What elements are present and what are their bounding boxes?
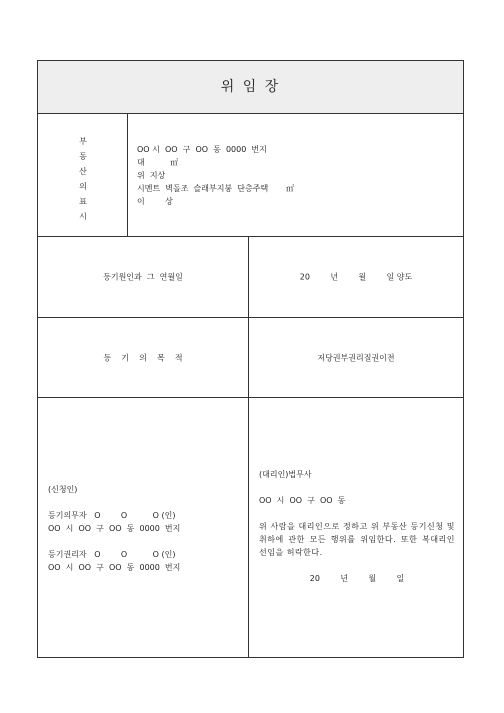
cause-label-cell (38, 237, 249, 317)
real-estate-row (38, 114, 463, 237)
building-line: 시멘트 벽돌조 슬래부지붕 단층주택 ㎡ (137, 184, 294, 193)
delegation-date: 20 년 월 일 (309, 574, 405, 583)
address-line: OO 시 OO 구 OO 동 0000 번지 (137, 145, 267, 154)
cause-value-cell (249, 237, 463, 317)
power-of-attorney-form (37, 60, 464, 658)
ground-line: 위 지상 (137, 171, 166, 180)
cause-row (38, 237, 463, 318)
delegation-statement: 위 사람을 대리인으로 정하고 위 부동산 등기신청 및 취하에 관한 모든 행위를 위임한다. 또한 복대리인 선임을 허락한다. (259, 522, 455, 557)
purpose-label: 등 기 의 목 적 (103, 353, 183, 362)
purpose-row (38, 318, 463, 398)
agent-address: OO 시 OO 구 OO 동 (259, 496, 346, 505)
label-char: 부 (79, 137, 87, 146)
title-row (38, 61, 463, 114)
real-estate-description (137, 143, 294, 208)
real-estate-label (38, 134, 128, 224)
applicant-cell (38, 398, 249, 657)
real-estate-label-cell (38, 114, 128, 236)
obligor-line: 등기의무자 O O O (인) (48, 511, 176, 520)
agent-cell (249, 398, 463, 657)
applicant-title: (신청인) (48, 485, 78, 494)
signature-row (38, 398, 463, 657)
cause-value: 20 년 월 일 양도 (299, 272, 413, 282)
label-char: 표 (79, 197, 87, 206)
agent-title: (대리인)법무사 (259, 470, 312, 479)
land-line: 대 ㎡ (137, 158, 179, 167)
label-char: 산 (79, 167, 87, 176)
applicant-block (48, 483, 180, 574)
label-char: 시 (79, 212, 87, 221)
obligee-address: OO 시 OO 구 OO 동 0000 번지 (48, 563, 181, 572)
purpose-value: 저당권부권리질권이전 (317, 353, 395, 362)
cause-label: 등기원인과 그 연월일 (103, 272, 183, 282)
document-title: 위 임 장 (220, 79, 281, 95)
obligee-line: 등기권리자 O O O (인) (48, 550, 176, 559)
purpose-label-cell (38, 318, 249, 397)
label-char: 동 (79, 152, 87, 161)
label-char: 의 (79, 182, 87, 191)
agent-block (259, 468, 455, 585)
obligor-address: OO 시 OO 구 OO 동 0000 번지 (48, 524, 181, 533)
purpose-value-cell (249, 318, 463, 397)
end-line: 이 상 (137, 197, 173, 206)
